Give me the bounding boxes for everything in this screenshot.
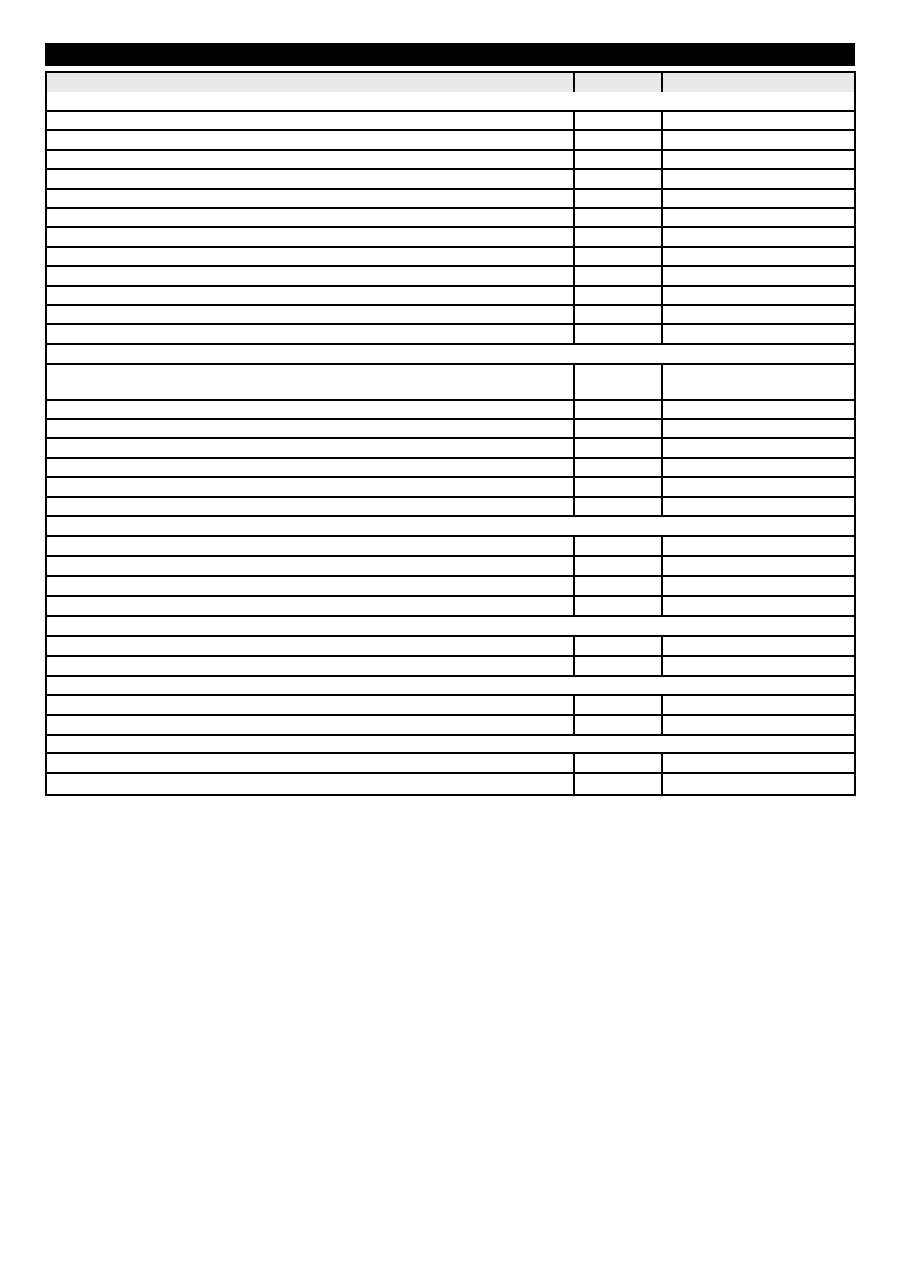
table-cell [47, 597, 573, 615]
table-cell [573, 597, 661, 615]
table-cell [573, 190, 661, 207]
table-cell [661, 112, 854, 129]
table-cell [47, 420, 573, 437]
table-cell [661, 306, 854, 323]
table-row [47, 325, 854, 344]
table-cell [573, 112, 661, 129]
table-cell [47, 248, 573, 265]
table-cell [47, 228, 573, 245]
table-cell [573, 325, 661, 342]
table-cell [47, 716, 573, 734]
table-cell [661, 459, 854, 476]
table-cell [573, 577, 661, 595]
table-cell [573, 401, 661, 418]
table-row [47, 190, 854, 209]
table-cell [661, 537, 854, 555]
table-row [47, 170, 854, 189]
table-cell [573, 657, 661, 675]
table-cell [661, 557, 854, 575]
table-cell [47, 73, 573, 92]
table-cell [573, 365, 661, 399]
table-cell [661, 267, 854, 284]
table-cell [573, 209, 661, 226]
table-cell [661, 287, 854, 304]
table-header-row [47, 73, 854, 92]
table-row [47, 267, 854, 286]
table-section-divider-row [47, 736, 854, 754]
table-cell [47, 459, 573, 476]
table-cell [47, 306, 573, 323]
table-cell [661, 325, 854, 342]
table-cell [573, 287, 661, 304]
table-row [47, 287, 854, 306]
table-cell [573, 170, 661, 187]
table-row [47, 754, 854, 774]
table-cell [661, 420, 854, 437]
table-cell [573, 637, 661, 655]
table-section-divider-row [47, 517, 854, 537]
table-row [47, 597, 854, 617]
table-cell [573, 420, 661, 437]
table-cell [661, 716, 854, 734]
table-cell [573, 228, 661, 245]
table-cell [573, 478, 661, 495]
table-row [47, 365, 854, 401]
table-cell [47, 345, 854, 363]
table-cell [47, 754, 573, 772]
table-cell [47, 439, 573, 456]
table-cell [47, 557, 573, 575]
table-cell [573, 439, 661, 456]
table-cell [47, 537, 573, 555]
table-cell [661, 637, 854, 655]
table-cell [661, 478, 854, 495]
table-row [47, 696, 854, 716]
table-cell [661, 248, 854, 265]
table-cell [47, 617, 854, 635]
table-cell [661, 754, 854, 772]
table-cell [661, 439, 854, 456]
table-row [47, 131, 854, 150]
table-row [47, 716, 854, 736]
table-section-divider-row [47, 617, 854, 637]
table-cell [661, 151, 854, 168]
table-cell [47, 209, 573, 226]
table-row [47, 151, 854, 170]
table-cell [661, 170, 854, 187]
table-cell [47, 131, 573, 148]
table-row [47, 577, 854, 597]
table-row [47, 557, 854, 577]
table-row [47, 401, 854, 420]
table-cell [573, 498, 661, 515]
table-cell [573, 73, 661, 92]
table-cell [47, 151, 573, 168]
table-cell [573, 774, 661, 794]
table-cell [47, 736, 854, 752]
table-cell [47, 657, 573, 675]
table-cell [573, 306, 661, 323]
table-cell [573, 151, 661, 168]
table-cell [47, 677, 854, 694]
table-cell [573, 754, 661, 772]
table-row [47, 478, 854, 497]
table-cell [47, 190, 573, 207]
table-cell [47, 637, 573, 655]
table-cell [47, 267, 573, 284]
table-row [47, 439, 854, 458]
table-cell [47, 112, 573, 129]
table-cell [47, 498, 573, 515]
table-cell [573, 557, 661, 575]
table-cell [47, 774, 573, 794]
table-cell [47, 92, 854, 110]
title-bar [45, 43, 855, 66]
table-cell [661, 209, 854, 226]
form-table [45, 71, 856, 796]
table-cell [661, 577, 854, 595]
table-cell [573, 716, 661, 734]
table-row [47, 657, 854, 677]
table-section-divider-row [47, 677, 854, 696]
table-cell [573, 267, 661, 284]
table-cell [661, 73, 854, 92]
table-cell [47, 287, 573, 304]
table-cell [573, 248, 661, 265]
table-cell [573, 696, 661, 714]
table-row [47, 228, 854, 247]
table-cell [661, 696, 854, 714]
table-row [47, 420, 854, 439]
table-cell [661, 131, 854, 148]
table-row [47, 306, 854, 325]
table-cell [573, 537, 661, 555]
table-row [47, 537, 854, 557]
table-row [47, 498, 854, 517]
table-cell [47, 577, 573, 595]
table-section-divider-row [47, 92, 854, 112]
table-cell [47, 401, 573, 418]
table-row [47, 248, 854, 267]
table-cell [661, 401, 854, 418]
table-cell [661, 498, 854, 515]
table-cell [47, 325, 573, 342]
table-cell [573, 131, 661, 148]
table-cell [661, 228, 854, 245]
table-section-divider-row [47, 345, 854, 365]
table-cell [47, 478, 573, 495]
table-cell [661, 190, 854, 207]
table-cell [573, 459, 661, 476]
table-row [47, 637, 854, 657]
table-cell [661, 657, 854, 675]
table-cell [47, 365, 573, 399]
table-cell [661, 597, 854, 615]
table-cell [661, 774, 854, 794]
table-cell [47, 170, 573, 187]
table-row [47, 459, 854, 478]
table-cell [47, 696, 573, 714]
table-cell [661, 365, 854, 399]
table-row [47, 112, 854, 131]
table-cell [47, 517, 854, 535]
table-row [47, 209, 854, 228]
table-row [47, 774, 854, 794]
